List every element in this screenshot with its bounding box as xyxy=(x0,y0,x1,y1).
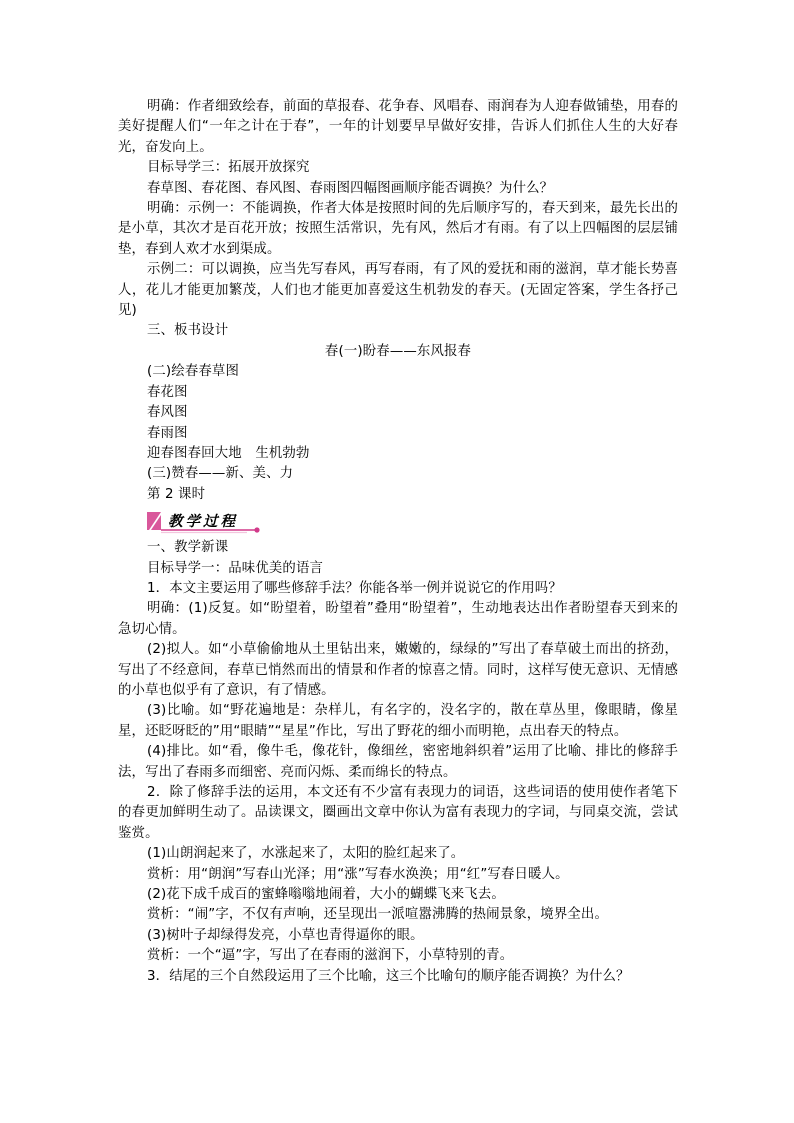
board-line: 春风图 xyxy=(147,405,188,421)
section-heading: 三、板书设计 xyxy=(147,323,229,339)
document-page xyxy=(118,97,678,987)
paragraph: (3)比喻。如“野花遍地是：杂样儿，有名字的，没名字的，散在草丛里，像眼睛，像星星，还眨呀眨的”用“眼睛”“星星”作比，写出了野花的细小而明艳，点出春天的特点。 xyxy=(118,703,678,739)
paragraph: (4)排比。如“看，像牛毛，像花针，像细丝，密密地斜织着”运用了比喻、排比的修辞手法，写出了春雨多而细密、亮而闪烁、柔而绵长的特点。 xyxy=(118,744,678,780)
example-sentence: (2)花下成千成百的蜜蜂嗡嗡地闹着，大小的蝴蝶飞来飞去。 xyxy=(147,887,505,903)
paragraph: 明确：作者细致绘春，前面的草报春、花争春、风唱春、雨润春为人迎春做铺垫，用春的美好提醒人们“一年之计在于春”，一年的计划要早早做好安排，告诉人们抓住人生的大好春光，奋发向上。 xyxy=(118,99,678,155)
board-line: (三)赞春——新、美、力 xyxy=(147,466,294,482)
section-heading: 目标导学三：拓展开放探究 xyxy=(147,160,310,176)
section-banner xyxy=(147,508,678,534)
paragraph: (2)拟人。如“小草偷偷地从土里钻出来，嫩嫩的，绿绿的”写出了春草破土而出的挤劲，写出了不经意间，春草已悄然而出的情景和作者的惊喜之情。同时，这样写使无意识、无情感的小草也似乎有了意识，有了情感。 xyxy=(118,642,678,698)
example-sentence: (3)树叶子却绿得发亮，小草也青得逼你的眼。 xyxy=(147,927,424,943)
example-sentence: (1)山朗润起来了，水涨起来了，太阳的脸红起来了。 xyxy=(147,846,465,862)
banner-title: 教学过程 xyxy=(168,514,238,531)
question: 1．本文主要运用了哪些修辞手法？你能各举一例并说说它的作用吗？ xyxy=(147,580,562,596)
board-line: (二)绘春春草图 xyxy=(147,364,239,380)
paragraph: 明确：示例一：不能调换，作者大体是按照时间的先后顺序写的，春天到来，最先长出的是小草，其次才是百花开放；按照生活常识，先有风，然后才有雨。有了以上四幅图的层层铺垫，春到人欢才水到渠成。 xyxy=(118,201,678,257)
question: 2．除了修辞手法的运用，本文还有不少富有表现力的词语，这些词语的使用使作者笔下的春更加鲜明生动了。品读课文，圈画出文章中你认为富有表现力的字词，与同桌交流，尝试鉴赏。 xyxy=(118,785,678,841)
board-line: 迎春图春回大地 生机勃勃 xyxy=(147,445,310,461)
board-title: 春(一)盼春——东风报春 xyxy=(324,343,472,359)
paragraph: 示例二：可以调换，应当先写春风，再写春雨，有了风的爱抚和雨的滋润，草才能长势喜人，花儿才能更加繁茂，人们也才能更加喜爱这生机勃发的春天。(无固定答案，学生各抒己见) xyxy=(118,262,678,319)
analysis: 赏析：一个“逼”字，写出了在春雨的滋润下，小草特别的青。 xyxy=(147,948,514,964)
board-line: 春雨图 xyxy=(147,425,188,441)
question: 春草图、春花图、春风图、春雨图四幅图画顺序能否调换？为什么？ xyxy=(147,180,554,196)
analysis: 赏析：“闹”字，不仅有声响，还呈现出一派喧嚣沸腾的热闹景象，境界全出。 xyxy=(147,907,609,923)
paragraph: 明确：(1)反复。如“盼望着，盼望着”叠用“盼望着”，生动地表达出作者盼望春天到来的急切心情。 xyxy=(118,601,678,637)
board-line: 春花图 xyxy=(147,384,188,400)
section-heading: 一、教学新课 xyxy=(147,540,229,556)
analysis: 赏析：用“朗润”写春山光泽；用“涨”写春水涣涣；用“红”写春日暖人。 xyxy=(147,866,569,882)
lesson-label: 第 2 课时 xyxy=(147,486,206,502)
section-heading: 目标导学一：品味优美的语言 xyxy=(147,560,324,576)
question: 3．结尾的三个自然段运用了三个比喻，这三个比喻句的顺序能否调换？为什么？ xyxy=(147,968,630,984)
